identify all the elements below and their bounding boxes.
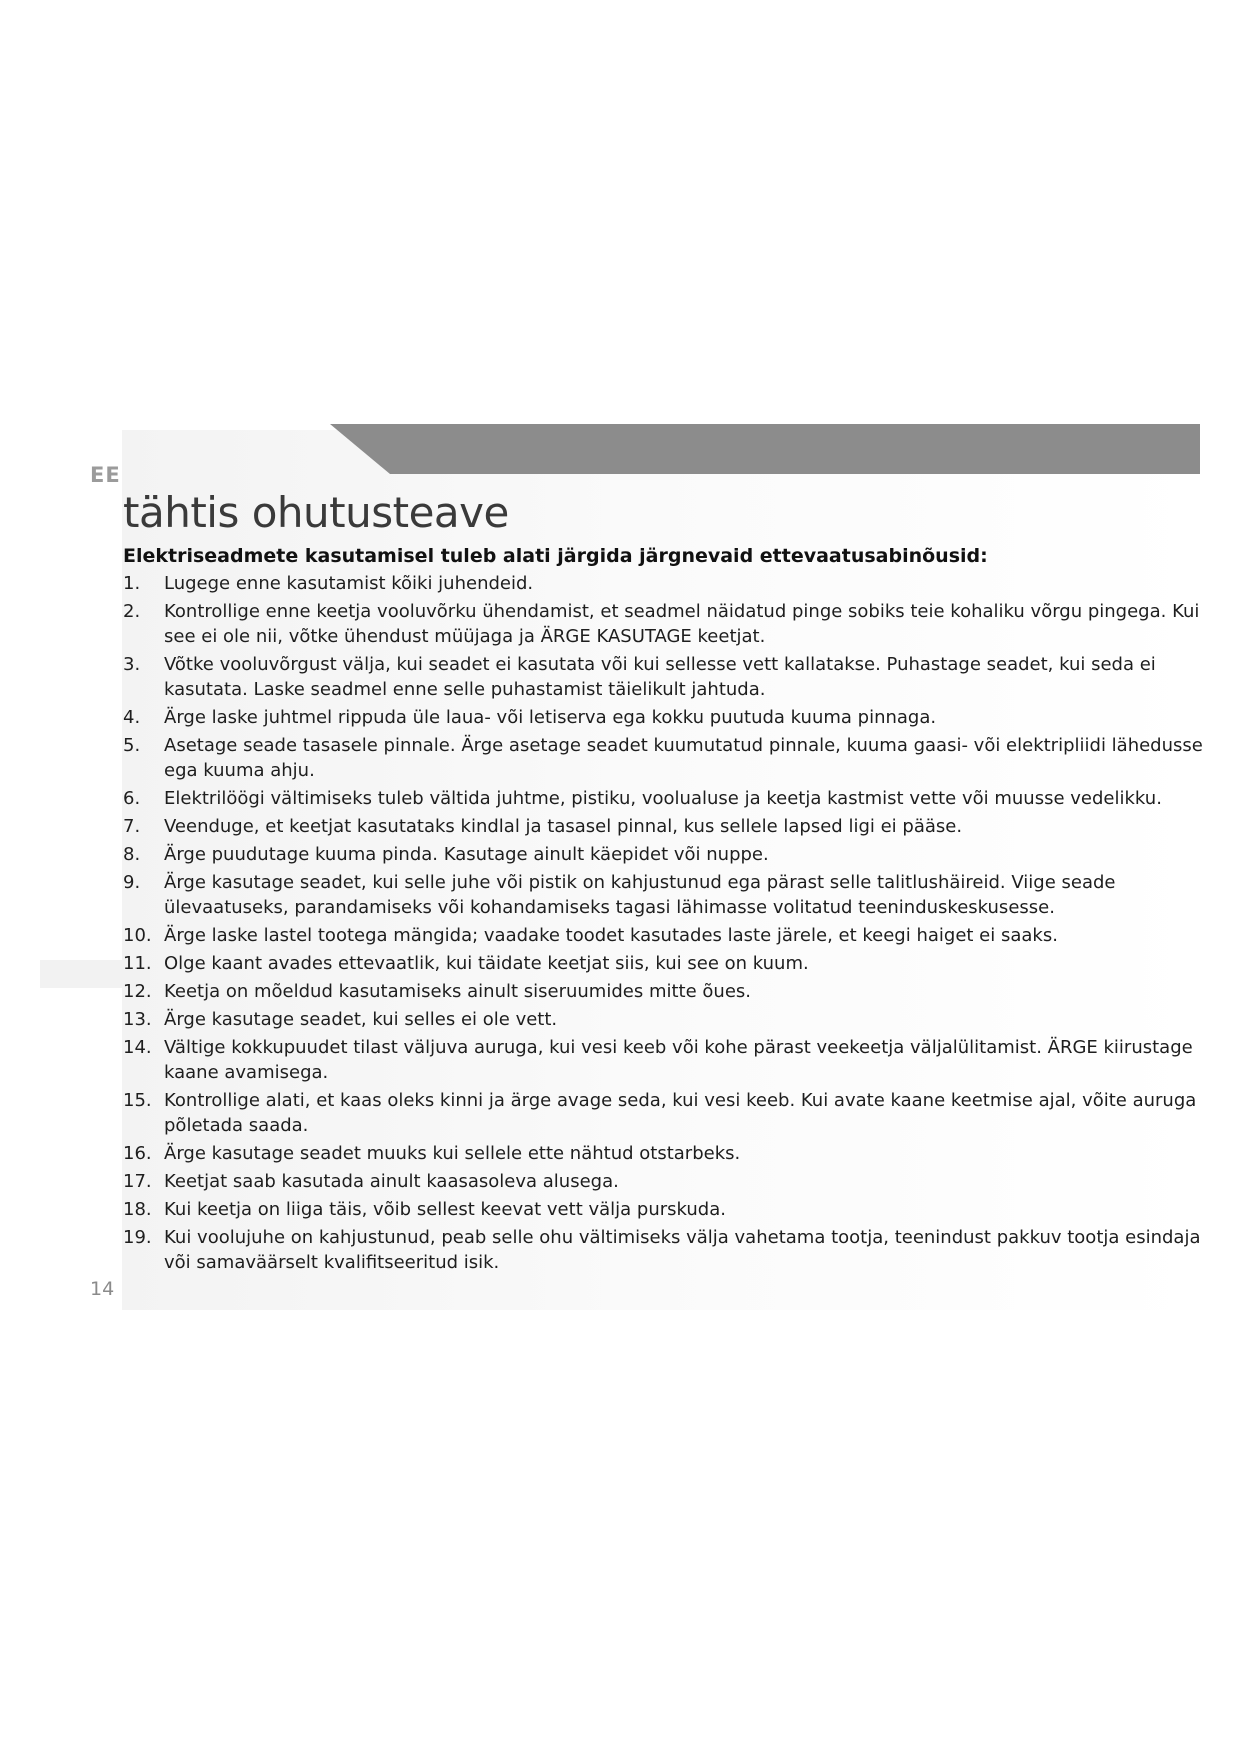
item-text: Ärge kasutage seadet muuks kui sellele ette nähtud otstarbeks. — [164, 1143, 741, 1164]
list-item — [123, 1225, 1203, 1275]
page-title: tähtis ohutusteave — [123, 488, 509, 537]
item-text: Veenduge, et keetjat kasutataks kindlal ja tasasel pinnal, kus sellele lapsed ligi ei pääse. — [164, 816, 963, 837]
list-item — [123, 923, 1203, 948]
item-number: 18. — [123, 1199, 152, 1220]
item-number: 8. — [123, 844, 141, 865]
language-code: EE — [90, 463, 121, 487]
list-item — [123, 1141, 1203, 1166]
safety-rules-list — [123, 571, 1203, 1278]
item-text: Ärge puudutage kuuma pinda. Kasutage ainult käepidet või nuppe. — [164, 844, 769, 865]
item-number: 15. — [123, 1090, 152, 1111]
intro-text: Elektriseadmete kasutamisel tuleb alati järgida järgnevaid ettevaatusabinõusid: — [123, 545, 988, 567]
list-item — [123, 979, 1203, 1004]
item-text: Keetjat saab kasutada ainult kaasasoleva alusega. — [164, 1171, 619, 1192]
item-number: 4. — [123, 707, 141, 728]
list-item — [123, 652, 1203, 702]
item-number: 12. — [123, 981, 152, 1002]
list-item — [123, 1088, 1203, 1138]
item-text: Ärge kasutage seadet, kui selle juhe või pistik on kahjustunud ega pärast selle talitlushäireid. Viige seade ülevaatuseks, parandamiseks või kohandamiseks tagasi lähimasse volitatud teeninduskeskusesse. — [164, 872, 1116, 918]
item-text: Olge kaant avades ettevaatlik, kui täidate keetjat siis, kui see on kuum. — [164, 953, 809, 974]
list-item — [123, 1007, 1203, 1032]
item-text: Ärge laske lastel tootega mängida; vaadake toodet kasutades laste järele, et keegi haiget ei saaks. — [164, 925, 1058, 946]
item-number: 2. — [123, 601, 141, 622]
list-item — [123, 814, 1203, 839]
item-text: Kontrollige alati, et kaas oleks kinni ja ärge avage seda, kui vesi keeb. Kui avate kaane keetmise ajal, võite auruga põletada saada. — [164, 1090, 1197, 1136]
item-number: 11. — [123, 953, 152, 974]
list-item — [123, 1169, 1203, 1194]
list-item — [123, 571, 1203, 596]
item-text: Vältige kokkupuudet tilast väljuva auruga, kui vesi keeb või kohe pärast veekeetja väljalülitamist. ÄRGE kiirustage kaane avamisega. — [164, 1037, 1193, 1083]
list-item — [123, 599, 1203, 649]
page-number: 14 — [90, 1278, 115, 1300]
item-text: Lugege enne kasutamist kõiki juhendeid. — [164, 573, 534, 594]
list-item — [123, 1035, 1203, 1085]
item-number: 3. — [123, 654, 141, 675]
item-number: 10. — [123, 925, 152, 946]
item-text: Ärge kasutage seadet, kui selles ei ole vett. — [164, 1009, 558, 1030]
list-item — [123, 733, 1203, 783]
item-text: Kui voolujuhe on kahjustunud, peab selle ohu vältimiseks välja vahetama tootja, teenindust pakkuv tootja esindaja või samaväärselt kvalifitseeritud isik. — [164, 1227, 1201, 1273]
list-item — [123, 786, 1203, 811]
item-number: 19. — [123, 1227, 152, 1248]
item-text: Keetja on mõeldud kasutamiseks ainult siseruumides mitte õues. — [164, 981, 751, 1002]
item-text: Elektrilöögi vältimiseks tuleb vältida juhtme, pistiku, voolualuse ja keetja kastmist vette või muusse vedelikku. — [164, 788, 1162, 809]
item-text: Asetage seade tasasele pinnale. Ärge asetage seadet kuumutatud pinnale, kuuma gaasi- või elektripliidi lähedusse ega kuuma ahju. — [164, 735, 1203, 781]
header-banner — [330, 424, 1200, 474]
item-number: 17. — [123, 1171, 152, 1192]
item-number: 13. — [123, 1009, 152, 1030]
list-item — [123, 951, 1203, 976]
item-number: 14. — [123, 1037, 152, 1058]
list-item — [123, 870, 1203, 920]
item-number: 5. — [123, 735, 141, 756]
list-item — [123, 705, 1203, 730]
list-item — [123, 1197, 1203, 1222]
item-text: Ärge laske juhtmel rippuda üle laua- või letiserva ega kokku puutuda kuuma pinnaga. — [164, 707, 937, 728]
item-text: Võtke vooluvõrgust välja, kui seadet ei kasutata või kui sellesse vett kallatakse. Puhastage seadet, kui seda ei kasutata. Laske seadmel enne selle puhastamist täielikult jahtuda. — [164, 654, 1156, 700]
item-number: 1. — [123, 573, 141, 594]
item-number: 16. — [123, 1143, 152, 1164]
item-text: Kui keetja on liiga täis, võib sellest keevat vett välja purskuda. — [164, 1199, 726, 1220]
item-number: 6. — [123, 788, 141, 809]
item-number: 9. — [123, 872, 141, 893]
item-number: 7. — [123, 816, 141, 837]
item-text: Kontrollige enne keetja vooluvõrku ühendamist, et seadmel näidatud pinge sobiks teie kohaliku võrgu pingega. Kui see ei ole nii, võtke ühendust müüjaga ja ÄRGE KASUTAGE keetjat. — [164, 601, 1200, 647]
list-item — [123, 842, 1203, 867]
